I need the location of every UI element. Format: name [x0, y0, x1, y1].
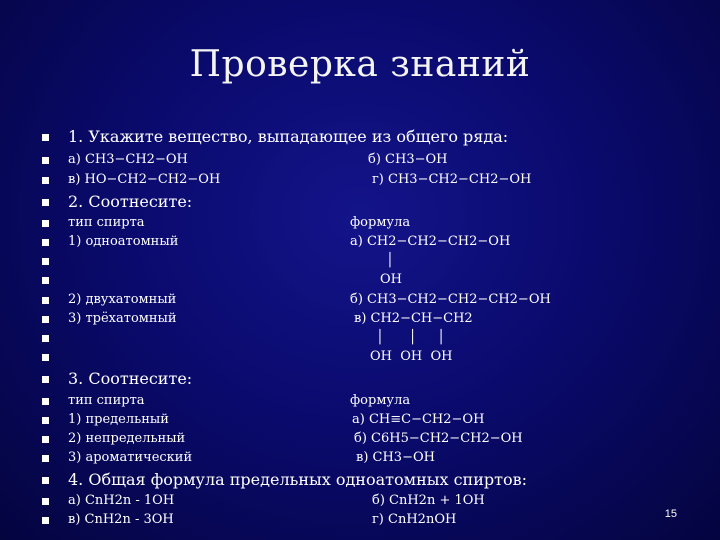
page-number: 15 [664, 508, 677, 520]
list-item [0, 511, 720, 529]
q3-right-a: а) CH≡C−CH2−OH [352, 412, 485, 427]
q2-right-a-bond: │ [386, 253, 394, 268]
q2-right-header: формула [350, 215, 411, 230]
q3-left-2: 2) непредельный [68, 431, 186, 446]
list-item [0, 392, 720, 410]
q2-right-b: б) CH3−CH2−CH2−CH2−OH [350, 292, 551, 307]
q3-left-1: 1) предельный [68, 412, 169, 427]
bullet-icon [42, 277, 49, 284]
q3-right-v: в) CH3−OH [356, 450, 435, 465]
q4-option-g: г) CnH2nOH [372, 512, 457, 527]
q4-option-v: в) CnH2n - 3OH [68, 512, 174, 527]
list-item [0, 214, 720, 232]
q2-right-a-oh: OH [380, 272, 402, 287]
bullet-icon [42, 517, 49, 524]
list-item [0, 449, 720, 467]
list-item [0, 151, 720, 169]
bullet-icon [42, 376, 49, 383]
q1-option-b: б) CH3−OH [368, 152, 448, 167]
bullet-icon [42, 239, 49, 246]
q2-left-3: 3) трёхатомный [68, 311, 177, 326]
question-1-heading: 1. Укажите вещество, выпадающее из общего ряда: [68, 127, 509, 146]
list-item [0, 252, 720, 270]
q1-option-a: а) CH3−CH2−OH [68, 152, 188, 167]
list-item [0, 348, 720, 366]
bullet-icon [42, 316, 49, 323]
q3-left-3: 3) ароматический [68, 450, 193, 465]
bullet-icon [42, 258, 49, 265]
bullet-icon [42, 398, 49, 405]
list-item [0, 329, 720, 347]
question-4-heading: 4. Общая формула предельных одноатомных спиртов: [68, 470, 527, 489]
question-2-heading: 2. Соотнесите: [68, 192, 193, 211]
q4-option-b: б) CnH2n + 1OH [372, 493, 485, 508]
bullet-icon [42, 220, 49, 227]
q1-option-g: г) CH3−CH2−CH2−OH [372, 172, 532, 187]
list-item [0, 370, 720, 388]
slide-title: Проверка знаний [189, 44, 531, 85]
list-item [0, 171, 720, 189]
list-item [0, 128, 720, 146]
q2-right-v-oh: OH OH OH [370, 349, 453, 364]
q3-right-header: формула [350, 393, 411, 408]
list-item [0, 193, 720, 211]
bullet-icon [42, 498, 49, 505]
list-item [0, 291, 720, 309]
q4-option-a: а) CnH2n - 1OH [68, 493, 175, 508]
list-item [0, 411, 720, 429]
q2-left-1: 1) одноатомный [68, 234, 179, 249]
list-item [0, 310, 720, 328]
bullet-icon [42, 134, 49, 141]
bullet-icon [42, 199, 49, 206]
list-item [0, 430, 720, 448]
q2-right-a: а) CH2−CH2−CH2−OH [350, 234, 511, 249]
q2-left-2: 2) двухатомный [68, 292, 177, 307]
q2-left-header: тип спирта [68, 215, 145, 230]
q1-option-v: в) HO−CH2−CH2−OH [68, 172, 221, 187]
bullet-icon [42, 455, 49, 462]
bullet-icon [42, 436, 49, 443]
q2-right-v: в) CH2−CH−CH2 [354, 311, 473, 326]
bullet-icon [42, 335, 49, 342]
bullet-icon [42, 477, 49, 484]
bullet-icon [42, 417, 49, 424]
list-item [0, 233, 720, 251]
bullet-icon [42, 354, 49, 361]
q2-right-v-bonds: │ │ │ [376, 330, 445, 345]
list-item [0, 271, 720, 289]
bullet-icon [42, 157, 49, 164]
q3-right-b: б) C6H5−CH2−CH2−OH [354, 431, 523, 446]
bullet-icon [42, 177, 49, 184]
bullet-icon [42, 297, 49, 304]
list-item [0, 471, 720, 489]
q3-left-header: тип спирта [68, 393, 145, 408]
list-item [0, 492, 720, 510]
question-3-heading: 3. Соотнесите: [68, 369, 193, 388]
